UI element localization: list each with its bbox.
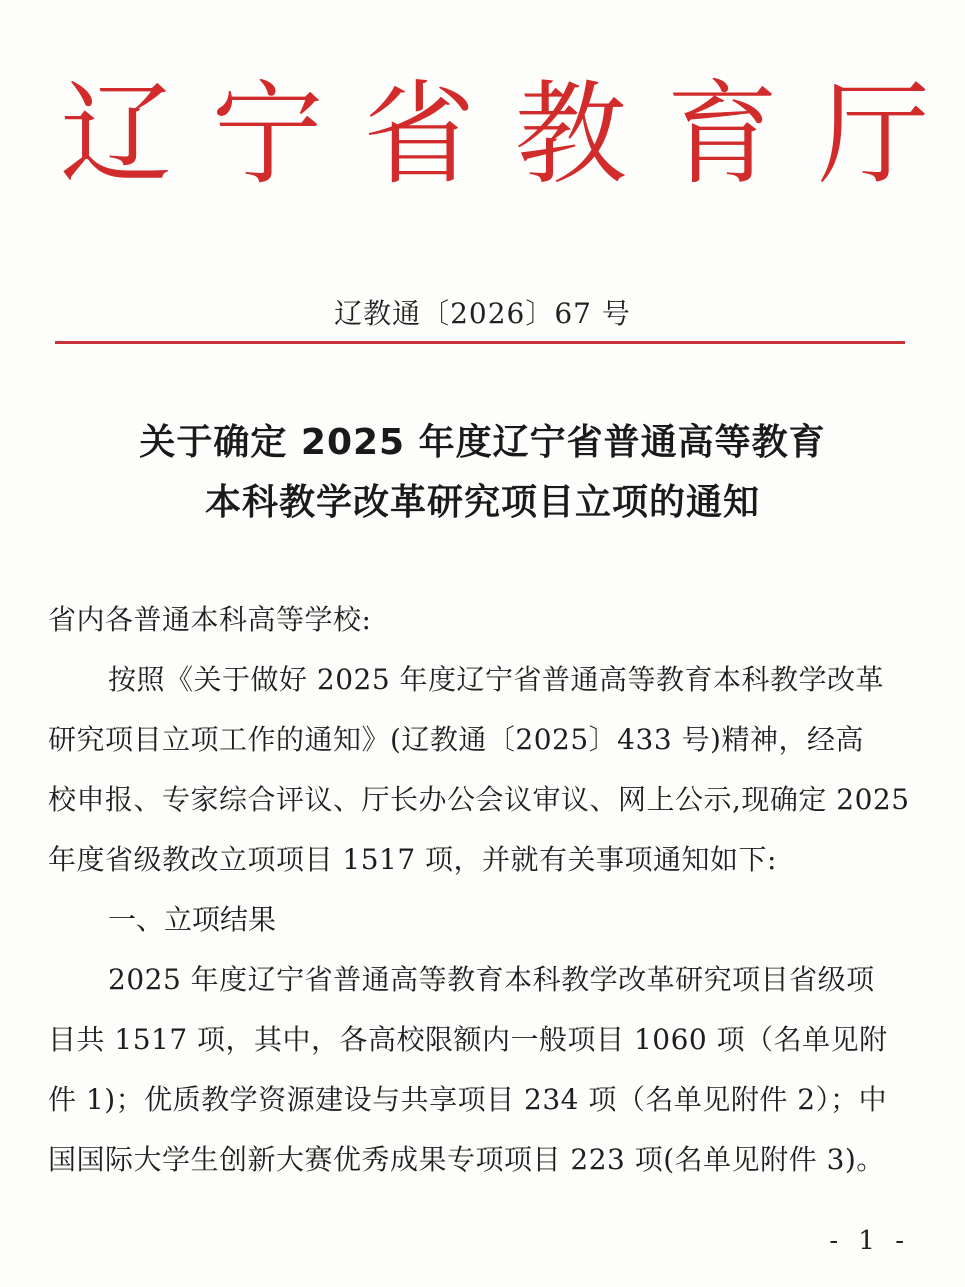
section-line: 国国际大学生创新大赛优秀成果专项项目 223 项(名单见附件 3)。 bbox=[48, 1143, 885, 1176]
letterhead-char: 育 bbox=[666, 70, 779, 200]
section-line: 目共 1517 项，其中，各高校限额内一般项目 1060 项（名单见附 bbox=[48, 1023, 888, 1056]
letterhead-char: 省 bbox=[363, 70, 476, 200]
red-divider-line bbox=[55, 341, 905, 344]
document-number: 辽教通〔2026〕67 号 bbox=[334, 297, 631, 330]
section-heading: 一、立项结果 bbox=[108, 903, 277, 936]
letterhead-char: 辽 bbox=[60, 70, 172, 200]
letterhead bbox=[60, 70, 930, 200]
section-line: 2025 年度辽宁省普通高等教育本科教学改革研究项目省级项 bbox=[108, 963, 875, 996]
letterhead-char: 教 bbox=[514, 70, 627, 200]
intro-line: 年度省级教改立项项目 1517 项，并就有关事项通知如下: bbox=[48, 843, 777, 876]
salutation: 省内各普通本科高等学校: bbox=[48, 603, 372, 636]
page-number: - 1 - bbox=[829, 1226, 910, 1256]
intro-line: 校申报、专家综合评议、厅长办公会议审议、网上公示,现确定 2025 bbox=[48, 783, 910, 816]
notice-title-line-2: 本科教学改革研究项目立项的通知 bbox=[204, 482, 760, 523]
section-line: 件 1)；优质教学资源建设与共享项目 234 项（名单见附件 2）；中 bbox=[48, 1083, 888, 1116]
intro-line: 研究项目立项工作的通知》(辽教通〔2025〕433 号)精神，经高 bbox=[48, 723, 864, 756]
intro-line: 按照《关于做好 2025 年度辽宁省普通高等教育本科教学改革 bbox=[108, 663, 885, 696]
notice-title-line-1: 关于确定 2025 年度辽宁省普通高等教育 bbox=[139, 422, 826, 463]
letterhead-char: 宁 bbox=[211, 70, 324, 200]
letterhead-char: 厅 bbox=[817, 70, 930, 200]
